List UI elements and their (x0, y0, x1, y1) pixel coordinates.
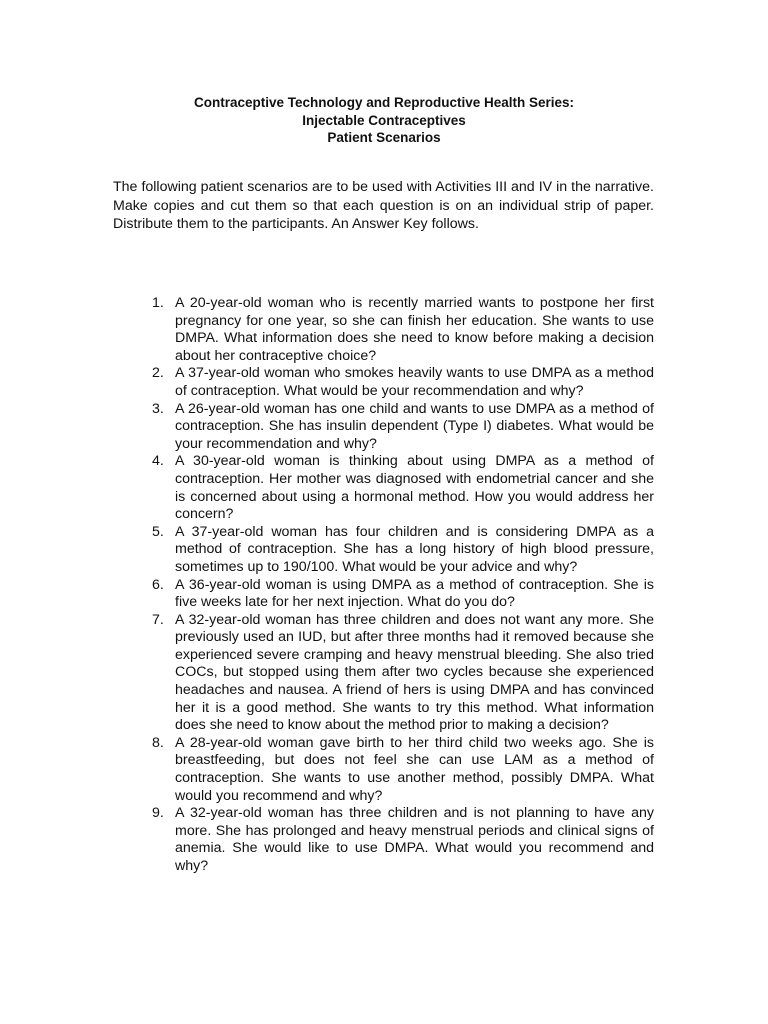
scenario-item-2 (152, 365, 654, 400)
scenario-item-1 (152, 295, 654, 365)
scenario-item-7 (152, 612, 654, 735)
scenario-number: 4. (152, 453, 164, 470)
scenario-list (152, 295, 654, 876)
scenario-number: 8. (152, 734, 164, 751)
scenario-text: A 20-year-old woman who is recently married wants to postpone her first pregnancy for one year, so she can finish her education. She wants to use DMPA. What information does she need to know before making a decision about her contraceptive choice? (175, 295, 654, 364)
scenario-item-6 (152, 577, 654, 612)
scenario-text: A 26-year-old woman has one child and wants to use DMPA as a method of contraception. She has insulin dependent (Type I) diabetes. What would be your recommendation and why? (175, 400, 654, 452)
scenario-item-4 (152, 453, 654, 523)
scenario-number: 6. (152, 576, 164, 593)
scenario-number: 3. (152, 400, 164, 417)
scenario-text: A 37-year-old woman has four children and is considering DMPA as a method of contraception. She has a long history of high blood pressure, sometimes up to 190/100. What would be your advice and why? (175, 523, 654, 575)
scenario-number: 5. (152, 523, 164, 540)
document-title (0, 94, 768, 147)
scenario-number: 9. (152, 805, 164, 822)
scenario-number: 1. (152, 295, 164, 311)
scenario-text: A 36-year-old woman is using DMPA as a method of contraception. She is five weeks late for her next injection. What do you do? (175, 576, 654, 611)
scenario-number: 7. (152, 611, 164, 628)
scenario-item-9 (152, 805, 654, 875)
scenario-text: A 32-year-old woman has three children and does not want any more. She previously used an IUD, but after three months had it removed because she experienced severe cramping and heavy menstrual bleeding. She also tried COCs, but stopped using them after two cycles because she experienced headaches and nausea. A friend of hers is using DMPA and has convinced her it is a good method. She wants to try this method. What information does she need to know about the method prior to making a decision? (175, 611, 654, 734)
intro-paragraph: The following patient scenarios are to be used with Activities III and IV in the narrative. Make copies and cut them so that each question is on an individual strip of paper. Distribute them to the participants. An Answer Key follows. (113, 179, 654, 232)
scenario-item-3 (152, 401, 654, 454)
scenario-text: A 30-year-old woman is thinking about using DMPA as a method of contraception. Her mother was diagnosed with endometrial cancer and she is concerned about using a hormonal method. How you would address her concern? (175, 453, 654, 523)
scenario-number: 2. (152, 365, 164, 382)
scenario-text: A 37-year-old woman who smokes heavily wants to use DMPA as a method of contraception. What would be your recommendation and why? (175, 365, 654, 399)
scenario-text: A 32-year-old woman has three children and is not planning to have any more. She has prolonged and heavy menstrual periods and clinical signs of anemia. She would like to use DMPA. What would you recommend and why? (175, 805, 654, 874)
title-section: Patient Scenarios (327, 130, 441, 145)
scenario-item-5 (152, 524, 654, 577)
scenario-item-8 (152, 735, 654, 805)
title-topic: Injectable Contraceptives (302, 112, 466, 128)
title-series: Contraceptive Technology and Reproductive Health Series: (193, 95, 575, 110)
scenario-text: A 28-year-old woman gave birth to her third child two weeks ago. She is breastfeeding, but does not feel she can use LAM as a method of contraception. She wants to use another method, possibly DMPA. What would you recommend and why? (175, 734, 654, 804)
